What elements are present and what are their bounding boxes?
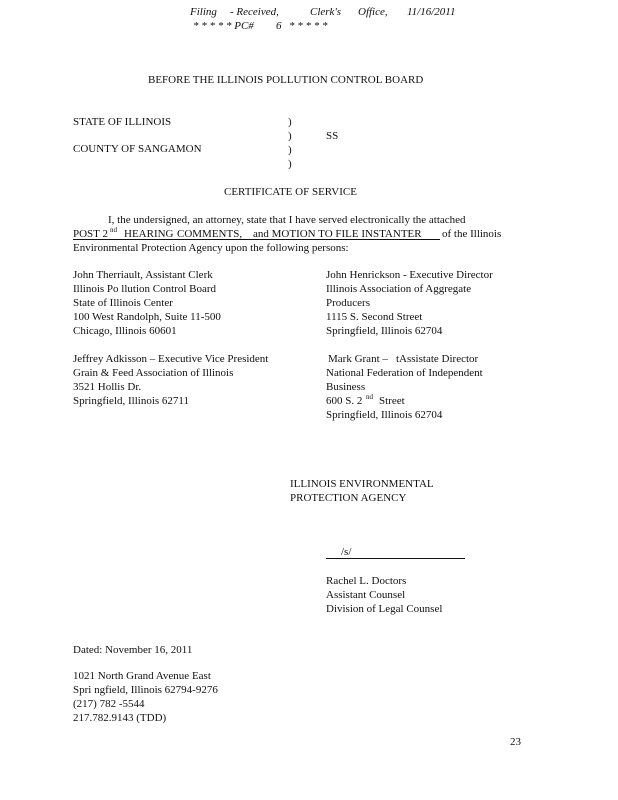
caption-paren: ) xyxy=(288,158,292,170)
caption-paren: ) xyxy=(288,116,292,128)
recipient-line: John Therriault, Assistant Clerk xyxy=(73,269,213,281)
caption-county: COUNTY OF SANGAMON xyxy=(73,143,202,155)
office-label: Office, xyxy=(358,6,388,18)
recipient-right2-name: Mark Grant – xyxy=(328,353,388,365)
board-title: BEFORE THE ILLINOIS POLLUTION CONTROL BOARD xyxy=(148,74,424,86)
pc-prefix: * * * * * PC# xyxy=(193,20,254,32)
recipient-line: Illinois Po llution Control Board xyxy=(73,283,217,295)
pc-suffix: * * * * * xyxy=(289,20,328,32)
recipient-right-2 xyxy=(326,366,483,394)
recipient-line: State of Illinois Center xyxy=(73,297,173,309)
caption-paren: ) xyxy=(288,144,292,156)
address-line: (217) 782 -5544 xyxy=(73,698,145,710)
recipient-right-1 xyxy=(326,268,493,338)
pc-number: 6 xyxy=(276,20,282,32)
caption-ss: SS xyxy=(326,130,339,142)
received-label: - Received, xyxy=(230,6,279,18)
signature-mark: /s/ xyxy=(341,546,352,558)
agency-line: PROTECTION AGENCY xyxy=(290,492,407,504)
page-number: 23 xyxy=(510,736,521,748)
street-nd-superscript: nd xyxy=(366,393,373,401)
recipient-line: Springfield, Illinois 62704 xyxy=(326,325,443,337)
recipient-line: 3521 Hollis Dr. xyxy=(73,381,142,393)
caption-state: STATE OF ILLINOIS xyxy=(73,116,172,128)
signer-title: Assistant Counsel xyxy=(326,589,406,601)
body-line-3: Environmental Protection Agency upon the following persons: xyxy=(73,242,349,254)
signature-line xyxy=(326,558,465,559)
body-and-motion: and MOTION TO FILE INSTANTER xyxy=(253,228,422,240)
recipient-line: 100 West Randolph, Suite 11-500 xyxy=(73,311,221,323)
body-hearing: HEARING xyxy=(124,228,174,240)
caption-paren: ) xyxy=(288,130,292,142)
body-nd-superscript: nd xyxy=(110,226,117,234)
body-comments: COMMENTS, xyxy=(177,228,243,240)
recipient-line: Producers xyxy=(326,297,370,309)
recipient-line: Springfield, Illinois 62711 xyxy=(73,395,190,407)
recipient-line: 1115 S. Second Street xyxy=(326,311,423,323)
body-of-illinois: of the Illinois xyxy=(442,228,502,240)
agency-block xyxy=(290,477,434,505)
body-line-1: I, the undersigned, an attorney, state that I have served electronically the attached xyxy=(108,214,466,226)
recipient-line: John Henrickson - Executive Director xyxy=(326,269,493,281)
body-post: POST 2 xyxy=(73,228,108,240)
recipient-right2-street: 600 S. 2 xyxy=(326,395,363,407)
certificate-title: CERTIFICATE OF SERVICE xyxy=(224,186,357,198)
recipient-line: Illinois Association of Aggregate xyxy=(326,283,472,295)
recipient-line: Chicago, Illinois 60601 xyxy=(73,325,177,337)
recipient-right2-city: Springfield, Illinois 62704 xyxy=(326,409,443,421)
dated-line: Dated: November 16, 2011 xyxy=(73,644,193,656)
agency-line: ILLINOIS ENVIRONMENTAL xyxy=(290,478,434,490)
body-underline xyxy=(73,239,440,240)
clerks-label: Clerk's xyxy=(310,6,342,18)
address-line: Spri ngfield, Illinois 62794-9276 xyxy=(73,684,218,696)
recipient-line: National Federation of Independent xyxy=(326,367,483,379)
recipient-line: Grain & Feed Association of Illinois xyxy=(73,367,234,379)
recipient-right2-street-word: Street xyxy=(379,395,405,407)
filing-label: Filing xyxy=(190,6,217,18)
signer-division: Division of Legal Counsel xyxy=(326,603,443,615)
signature-block xyxy=(326,574,442,616)
address-line: 217.782.9143 (TDD) xyxy=(73,712,167,724)
recipient-right2-title: tAssistate Director xyxy=(396,353,479,365)
address-block xyxy=(73,669,218,725)
recipient-left-2 xyxy=(73,352,268,408)
recipient-left-1 xyxy=(73,268,221,338)
address-line: 1021 North Grand Avenue East xyxy=(73,670,211,682)
recipient-line: Business xyxy=(326,381,366,393)
filing-date: 11/16/2011 xyxy=(407,6,456,18)
signer-name: Rachel L. Doctors xyxy=(326,575,407,587)
recipient-line: Jeffrey Adkisson – Executive Vice President xyxy=(73,353,269,365)
